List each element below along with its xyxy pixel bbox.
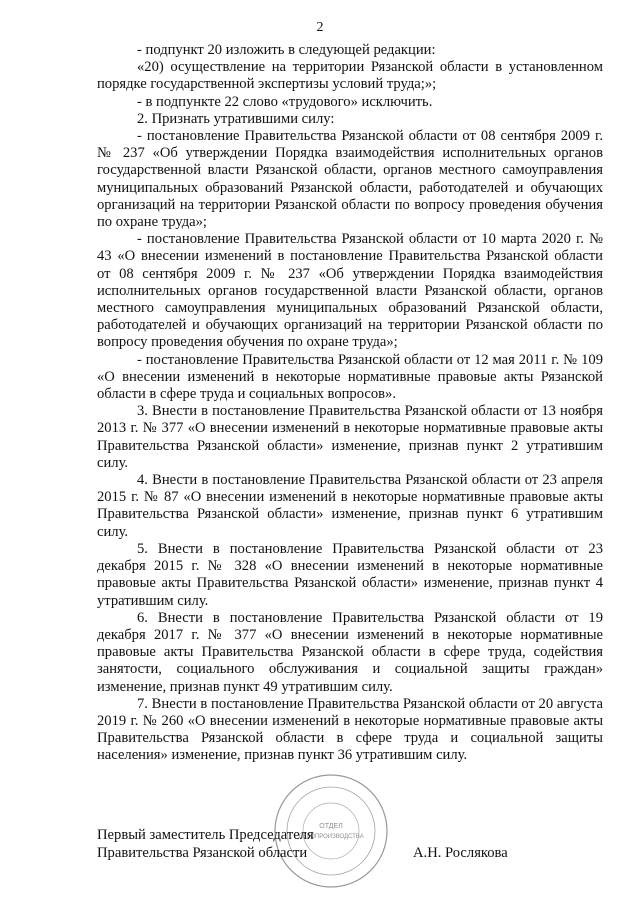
paragraph: - постановление Правительства Рязанской области от 08 сентября 2009 г. № 237 «Об утверждении Порядка взаимодействия исполнительных органов государственной власти Рязанской области, органов местного самоуправления муниципальных образований Рязанской области, работодателей и обучающих организаций на территории Рязанской области по вопросу проведения обучения по охране труда»; <box>97 128 603 231</box>
paragraph: - подпункт 20 изложить в следующей редакции: <box>137 42 436 58</box>
paragraph: 2. Признать утратившими силу: <box>137 110 335 127</box>
paragraph: 7. Внести в постановление Правительства Рязанской области от 20 августа 2019 г. № 260 «О внесении изменений в некоторые нормативные правовые акты Правительства Рязанской области в сфере труда и социальной защиты населения» изменение, признав пункт 36 утратившим силу. <box>97 695 603 764</box>
paragraph: 4. Внести в постановление Правительства Рязанской области от 23 апреля 2015 г. № 87 «О внесении изменений в некоторые нормативные правовые акты Правительства Рязанской области» изменение, признав пункт 6 утратившим силу. <box>97 472 603 540</box>
paragraph: - постановление Правительства Рязанской области от 10 марта 2020 г. № 43 «О внесении изменений в постановление Правительства Рязанской области от 08 сентября 2009 г. № 237 «Об утверждении Порядка взаимодействия исполнительных органов государственной власти Рязанской области, органов местного самоуправления муниципальных образований Рязанской области, работодателей и обучающих организаций на территории Рязанской области по вопросу проведения обучения по охране труда»; <box>97 231 603 351</box>
paragraph: 6. Внести в постановление Правительства Рязанской области от 19 декабря 2017 г. № 377 «О внесении изменений в некоторые нормативные правовые акты Правительства Рязанской области в сфере труда, содействия занятости, социального обслуживания и социальной защиты граждан» изменение, признав пункт 49 утратившим силу. <box>97 609 603 695</box>
paragraph: - в подпункте 22 слово «трудового» исключить. <box>137 93 433 110</box>
document-body <box>97 42 603 765</box>
paragraph: 5. Внести в постановление Правительства Рязанской области от 23 декабря 2015 г. № 328 «О внесении изменений в некоторые нормативные правовые акты Правительства Рязанской области» изменение, признав пункт 4 утратившим силу. <box>97 540 603 609</box>
page-number: 2 <box>316 20 324 35</box>
paragraph: 3. Внести в постановление Правительства Рязанской области от 13 ноября 2013 г. № 377 «О внесении изменений в некоторые нормативные правовые акты Правительства Рязанской области» изменение, признав пункт 2 утратившим силу. <box>97 403 603 471</box>
signatory-name: А.Н. Рослякова <box>413 845 508 861</box>
paragraph: - постановление Правительства Рязанской области от 12 мая 2011 г. № 109 «О внесении изменений в некоторые нормативные правовые акты Рязанской области в сфере труда и социальных вопросов». <box>97 351 603 403</box>
signature-block <box>97 826 603 862</box>
paragraph: «20) осуществление на территории Рязанской области в установленном порядке государственной экспертизы условий труда;»; <box>97 59 603 93</box>
signatory-position-line2: Правительства Рязанской области <box>97 845 308 861</box>
signatory-position-line1: Первый заместитель Председателя <box>97 827 314 843</box>
stamp-text: ДЕЛОПРОИЗВОДСТВА <box>298 834 364 840</box>
stamp-text: ОТДЕЛ <box>319 823 343 830</box>
